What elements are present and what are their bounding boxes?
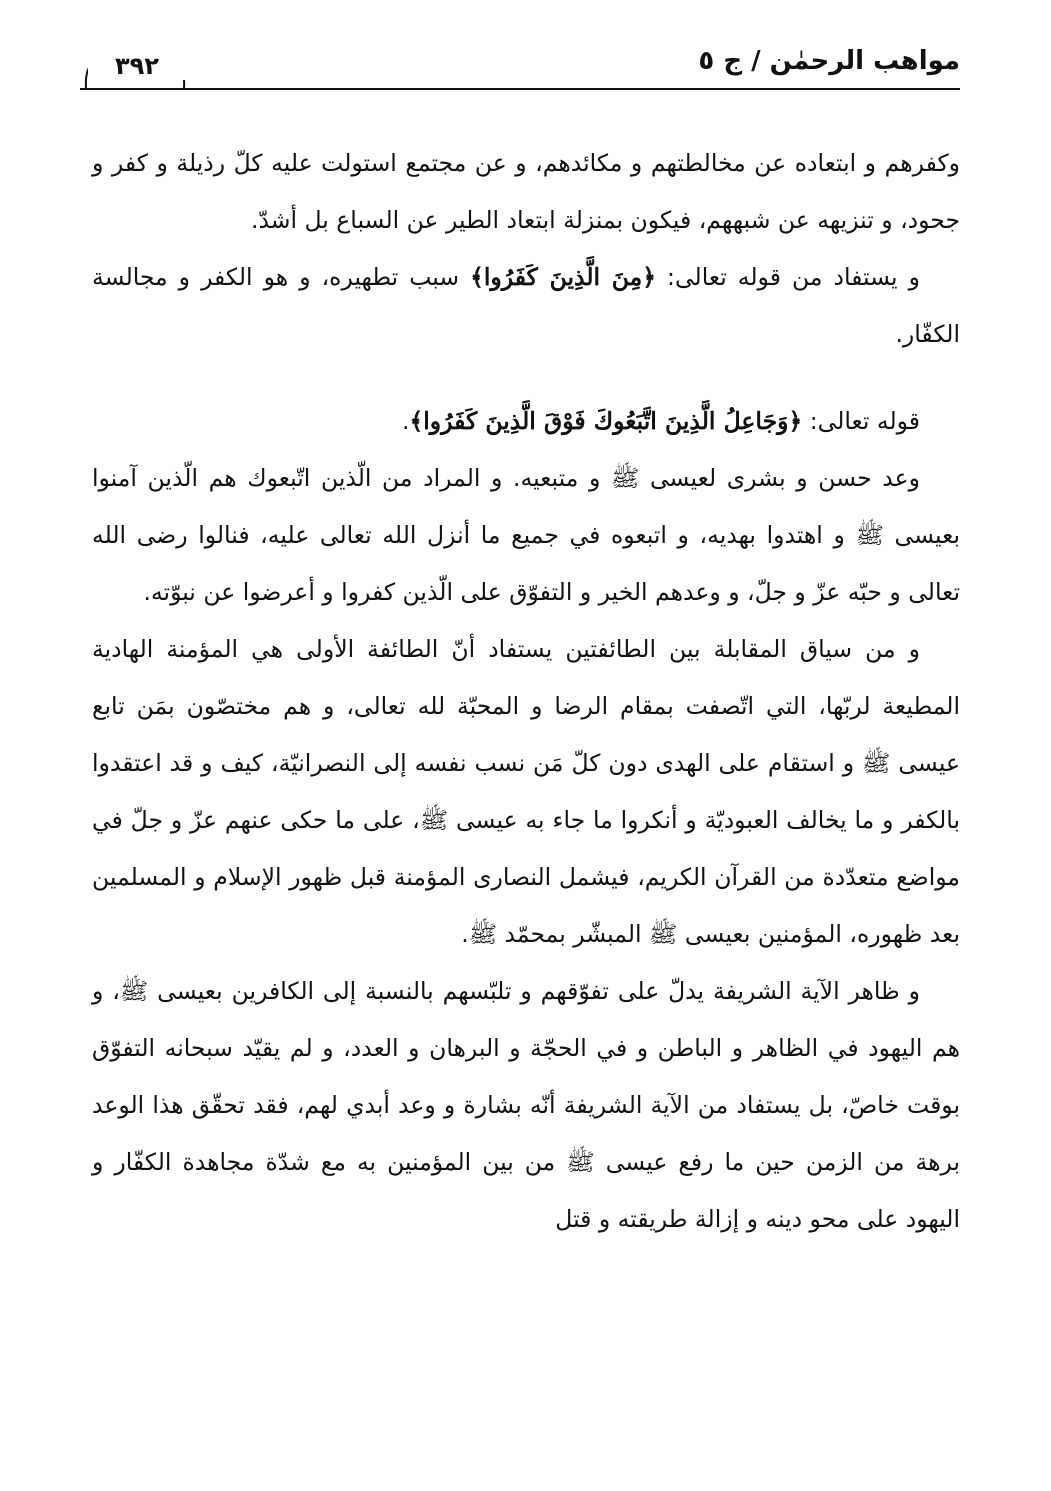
paragraph-2-rest: سبب تطهيره، و هو الكفر و مجالسة الكفّار. (92, 263, 960, 348)
paragraph-4: وعد حسن و بشرى لعيسى ﷺ و متبعيه. و المراد من الّذين اتّبعوك هم الّذين آمنوا بعيسى ﷺ و اهتدوا بهديه، و اتبعوه في جميع ما أنزل الله تعالى عليه، فنالوا رضى الله تعالى و حبّه عزّ و جلّ، و وعدهم الخير و التفوّق على الّذين كفروا و أعرضوا عن نبوّته. (92, 464, 960, 606)
page-body (92, 135, 960, 1248)
header-rule (80, 88, 960, 90)
verse-heading-end: . (401, 407, 410, 435)
running-head-title: مواهب الرحمٰن / ج ٥ (698, 46, 960, 76)
page-header (80, 36, 960, 86)
paragraph-2-lead: و يستفاد من قوله تعالى: (656, 263, 920, 291)
paragraph-2 (92, 249, 960, 363)
page-number: ٣٩٢ (88, 52, 186, 80)
quran-verse-1: ﴿مِنَ الَّذِينَ كَفَرُوا﴾ (470, 263, 657, 291)
verse-heading-lead: قوله تعالى: (802, 407, 920, 435)
verse-heading (92, 393, 960, 450)
section-gap (92, 363, 960, 393)
quran-verse-2: ﴿وَجَاعِلُ الَّذِينَ اتَّبَعُوكَ فَوْقَ الَّذِينَ كَفَرُوا﴾ (409, 407, 803, 435)
paragraph-6: و ظاهر الآية الشريفة يدلّ على تفوّقهم و تلبّسهم بالنسبة إلى الكافرين بعيسى ﷺ، و هم اليهود في الظاهر و الباطن و في الحجّة و البرهان و العدد، و لم يقيّد سبحانه التفوّق بوقت خاصّ، بل يستفاد من الآية الشريفة أنّه بشارة و وعد أبدي لهم، فقد تحقّق هذا الوعد برهة من الزمن حين ما رفع عيسى ﷺ من بين المؤمنين به مع شدّة مجاهدة الكفّار و اليهود على محو دينه و إزالة طريقته و قتل (92, 977, 960, 1233)
paragraph-5: و من سياق المقابلة بين الطائفتين يستفاد أنّ الطائفة الأولى هي المؤمنة الهادية المطيعة لربّها، التي اتّصفت بمقام الرضا و المحبّة لله تعالى، و هم مختصّون بمَن تابع عيسى ﷺ و استقام على الهدى دون كلّ مَن نسب نفسه إلى النصرانيّة، كيف و قد اعتقدوا بالكفر و ما يخالف العبوديّة و أنكروا ما جاء به عيسى ﷺ، على ما حكى عنهم عزّ و جلّ في مواضع متعدّدة من القرآن الكريم، فيشمل النصارى المؤمنة قبل ظهور الإسلام و المسلمين بعد ظهوره، المؤمنين بعيسى ﷺ المبشّر بمحمّد ﷺ. (92, 635, 960, 948)
page-number-box (80, 50, 190, 100)
paragraph-1: وكفرهم و ابتعاده عن مخالطتهم و مكائدهم، و عن مجتمع استولت عليه كلّ رذيلة و كفر و جحود، و تنزيهه عن شبههم، فيكون بمنزلة ابتعاد الطير عن السباع بل أشدّ. (92, 149, 960, 234)
